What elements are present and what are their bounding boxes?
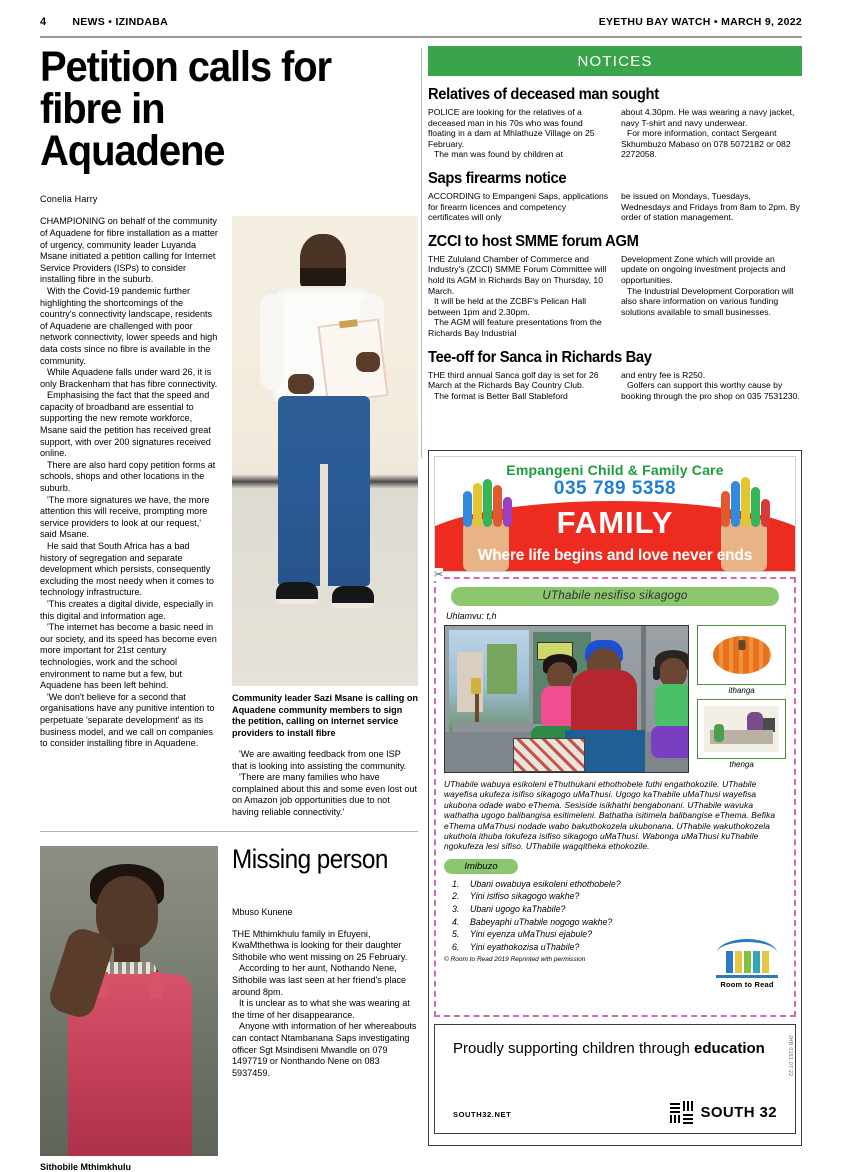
missing-person-text-column [232, 843, 418, 1172]
article-headline: Petition calls for fibre in Aquadene [40, 43, 332, 176]
notice-title: Tee-off for Sanca in Richards Bay [428, 348, 652, 366]
article-paragraph: 'The more signatures we have, the more attention this will receive, prompting more service providers to look at our request,' said Msane. [40, 494, 210, 540]
boy-legs [651, 726, 689, 758]
ad-banner-child-family-care [434, 456, 796, 572]
article-paragraph: 'We don't believe for a second that organisations have any punitive intention to perpetuate 'separate development' as its business model, and we call on companies to consider installing fibre in Aquadene. [40, 691, 215, 749]
girl-strap-right [150, 972, 162, 998]
pumpkin-icon [713, 636, 771, 674]
south32-sponsor-block [434, 1024, 796, 1134]
book [735, 951, 742, 973]
mark-bar [691, 1101, 693, 1111]
notice-paragraph: THE third annual Sanca golf day is set for 26 March at the Richards Bay Country Club. [428, 369, 599, 391]
missing-person-title: Missing person [232, 843, 388, 874]
notice-column-right [621, 254, 802, 339]
tree [487, 644, 517, 694]
notice-paragraph: The Industrial Development Corporation will also share information on various funding solutions available to small businesses. [621, 285, 794, 317]
south32-wordmark: SOUTH 32 [700, 1103, 777, 1121]
book [762, 951, 769, 973]
question-number: 4. [452, 916, 460, 927]
shop-scene [704, 706, 779, 752]
room-to-read-logo [710, 939, 784, 989]
notice-paragraph: about 4.30pm. He was wearing a navy jacket, navy T-shirt and navy underwear. [621, 107, 795, 128]
notice-paragraph: and entry fee is R250. [621, 369, 706, 380]
section-label: NEWS • IZINDABA [72, 16, 169, 28]
logo-text: Room to Read [720, 980, 774, 989]
book [726, 951, 733, 973]
mark-bar [674, 1115, 676, 1123]
question-number: 5. [452, 929, 460, 940]
figure-left-arm [260, 294, 284, 390]
notice-columns [428, 107, 802, 160]
train-window [449, 630, 529, 734]
question-text: Ubani owabuya esikoleni ethothobele? [470, 878, 621, 889]
masthead-divider [40, 36, 802, 38]
ad-phone-number: 035 789 5358 [553, 478, 677, 499]
article-paragraph: 'This creates a digital divide, especially in this digital and information age. [40, 598, 214, 621]
mark-bar [670, 1111, 680, 1113]
notice-column-left [428, 191, 609, 223]
vocab-label: thenga [729, 760, 754, 769]
missing-paragraph: It is unclear as to what she was wearing at the time of her disappearance. [232, 998, 410, 1020]
mark-bar [670, 1115, 672, 1123]
notice-paragraph: Golfers can support this worthy cause by booking through the pro shop on 035 7531230. [621, 380, 800, 401]
column-divider [421, 48, 422, 458]
question-text: Yini eyenza uMaThusi ejabule? [470, 929, 593, 940]
shop-customer [714, 724, 724, 742]
right-column [428, 46, 802, 1146]
lesson-main-illustration [444, 625, 689, 773]
figure-right-hand [356, 352, 380, 372]
photo-caption: Community leader Sazi Msane is calling on Aquadene community members to sign the petition, calling on internet service providers to install fibre [232, 693, 418, 738]
notice-paragraph: Development Zone which will provide an update on ongoing investment projects and opportunities. [621, 253, 786, 285]
vocab-card-pumpkin [697, 625, 786, 695]
question-text: Yini eyathokozisa uThabile? [470, 941, 580, 952]
missing-person-body [232, 929, 418, 1080]
notice-paragraph: THE Zululand Chamber of Commerce and Industry's (ZCCI) SMME Forum Committee will hold its AGM in Richards Bay on Thursday, 10 March. [428, 253, 607, 296]
missing-person-section [40, 843, 418, 1172]
sponsor-side-code: JHB 0151 07 22 [787, 1035, 793, 1077]
notices-banner: NOTICES [428, 46, 802, 76]
notice-paragraph: For more information, contact Sergeant Skhumbuzo Mabaso on 078 5072182 or 082 2272058. [621, 128, 791, 160]
mark-bar [687, 1101, 689, 1111]
south32-logo [670, 1101, 777, 1123]
question-text: Yini isifiso sikagogo wakhe? [470, 891, 580, 902]
scissors-icon: ✂ [434, 569, 444, 581]
article-body-continued [232, 749, 418, 819]
mark-bar [683, 1101, 685, 1111]
mark-bar [683, 1114, 693, 1116]
figure-leg-gap [320, 464, 328, 586]
notice-column-left [428, 254, 609, 339]
notice-columns [428, 254, 802, 339]
notice-column-right [621, 191, 802, 223]
article-paragraph: With the Covid-19 pandemic further highlighting the shortcomings of the country's connectivity landscape, residents of Aquadene are challenged with poor network connectivity, lower speeds and high data costs since no fibre is available in the community. [40, 285, 218, 366]
notice-columns [428, 370, 802, 402]
article-body [40, 216, 218, 749]
sponsor-message [453, 1039, 777, 1058]
missing-paragraph: According to her aunt, Nothando Nene, Sithobile was last seen at her friend's place around 8pm. [232, 963, 407, 997]
notice-columns [428, 191, 802, 223]
mark-bar [670, 1107, 680, 1109]
ad-org-name: Empangeni Child & Family Care [506, 462, 724, 478]
notice-column-right [621, 370, 802, 402]
notice-paragraph: The man was found by children at [434, 149, 563, 160]
figure-right-shoe [332, 586, 374, 608]
question-text: Babeyaphi uThabile nogogo wakhe? [470, 916, 613, 927]
question-number: 6. [452, 941, 460, 952]
clipboard-clip [339, 320, 358, 329]
sponsor-message-bold: education [693, 1040, 765, 1057]
notice-paragraph: The format is Better Ball Stableford [434, 390, 568, 401]
mark-bar [670, 1103, 680, 1105]
boy-phone [653, 666, 660, 680]
checked-bag [513, 738, 585, 772]
notice-item [428, 233, 802, 339]
missing-person-photo-column [40, 846, 218, 1172]
notice-title: ZCCI to host SMME forum AGM [428, 232, 639, 250]
question-item [452, 890, 786, 903]
shop-image [697, 699, 786, 759]
figure-left-hand [288, 374, 314, 394]
sponsor-message-plain: Proudly supporting children through [453, 1040, 694, 1057]
missing-person-byline: Mbuso Kunene [232, 906, 293, 917]
left-column [40, 43, 418, 1172]
notice-paragraph: ACCORDING to Empangeni Saps, applications for firearm licences and competency certificates will only [428, 190, 609, 223]
vocab-card-shop [697, 699, 786, 769]
question-number: 3. [452, 904, 460, 915]
question-item [452, 916, 786, 929]
notice-title: Relatives of deceased man sought [428, 86, 659, 103]
article-paragraph: While Aquadene falls under ward 26, it is only Brackenham that has fibre connectivity. [40, 367, 218, 389]
notice-column-left [428, 107, 609, 160]
article-paragraph: 'We are awaiting feedback from one ISP that is looking into assisting the community. [232, 749, 407, 771]
notice-column-left [428, 370, 609, 402]
lesson-illustrations [444, 625, 786, 773]
logo-base [716, 975, 778, 978]
vocab-label: ithanga [728, 686, 755, 695]
question-item [452, 878, 786, 891]
article-paragraph: Emphasising the fact that the speed and capacity of broadband are essential to supporting the new remote workforce, Msane said the petition has received great support, with over 200 signatures received online. [40, 390, 211, 459]
article-text-column [40, 216, 218, 818]
notice-item [428, 86, 802, 160]
notice-paragraph: POLICE are looking for the relatives of a deceased man in his 70s who was found floating in a dam at Mhlathuze Village on 25 February. [428, 107, 595, 149]
notice-item [428, 170, 802, 223]
question-number: 2. [452, 891, 460, 902]
question-text: Ubani ugogo kaThabile? [470, 904, 566, 915]
lesson-credit: © Room to Read 2019 Reprinted with permission [444, 956, 586, 964]
publication-label: EYETHU BAY WATCH • MARCH 9, 2022 [598, 16, 802, 28]
ad-family-word: FAMILY [556, 505, 674, 540]
article-paragraph: There are also hard copy petition forms at schools, shops and other locations in the suburb. [40, 459, 216, 494]
question-item [452, 903, 786, 916]
article-photo [232, 216, 418, 686]
masthead-left [40, 16, 168, 28]
question-number: 1. [452, 878, 460, 889]
masthead [40, 16, 802, 42]
book [753, 951, 760, 973]
ad-tagline: Where life begins and love never ends [477, 547, 753, 564]
south32-mark-icon [670, 1101, 694, 1123]
article-photo-column [232, 216, 418, 818]
notice-paragraph: The AGM will feature presentations from the Richards Bay Industrial [428, 317, 602, 338]
article-columns [40, 216, 418, 818]
questions-heading: Imibuzo [444, 859, 518, 874]
mark-bar [683, 1118, 693, 1120]
notice-column-right [621, 107, 802, 160]
notice-title: Saps firearms notice [428, 169, 567, 187]
missing-paragraph: THE Mthimkhulu family in Efuyeni, KwaMthethwa is looking for their daughter Sithobile who went missing on 25 February. [232, 928, 408, 962]
article-byline: Conelia Harry [40, 194, 98, 205]
article-paragraph: CHAMPIONING on behalf of the community of Aquadene for fibre installation as a matter of urgency, community leader Luyanda Msane initiated a petition calling for Internet Service Providers (ISPs) to consider installing fibre in the suburb. [40, 216, 218, 285]
pumpkin-stem [738, 640, 745, 650]
pumpkin-image [697, 625, 786, 685]
photo-subject-figure [260, 234, 386, 664]
missing-paragraph: Anyone with information of her whereabouts can contact Ntambanana Saps investigating officer Sgt Msindiseni Mwandle on 079 1497719 or Nonthando Nene on 083 5937459. [232, 1021, 417, 1078]
article-paragraph: He said that South Africa has a bad history of segregation and separate development which persists, consequently excluding the most needy when it comes to technology infrastructure. [40, 541, 214, 598]
lesson-title: UThabile nesifiso sikagogo [451, 587, 779, 606]
mark-bar [683, 1122, 693, 1124]
article-paragraph: 'The internet has become a basic need in our society, and its speed has become even more important for 21st century technologies, work and the school environment to name but a few, but Aquadene has been left behind. [40, 622, 217, 691]
lesson-letter-line: Uhlamvu: t,h [446, 611, 497, 621]
section-divider [40, 831, 418, 832]
notice-item [428, 349, 802, 402]
missing-person-photo-caption: Sithobile Mthimkhulu [40, 1161, 131, 1172]
article-paragraph: 'There are many families who have complained about this and some even lost out on Amazon job opportunities due to not having reliable connectivity.' [232, 772, 418, 817]
notice-paragraph: It will be held at the ZCBF's Pelican Hall between 1pm and 2.30pm. [428, 296, 587, 317]
boy-body [655, 684, 689, 730]
missing-person-photo [40, 846, 218, 1156]
lesson-story-text: UThabile wabuya esikoleni eThuthukani ethothobele futhi engathokozile. UThabile wayefisa ukufeza isifiso sikagogo uMaThusi. Ugogo kaThabile uMaThusi wayefisa ukubona odade wabo eThema. Sesiside isikhathi bengabonani. UThabile wavuka wathatha ugogo balibangisa esitimeleni. Bathatha isitimela balibangise eThema. Befika eThema uMaThusi nodade wabo bakuthokozela ukubonana. UThabile wakuthokozela ukuthola ithuba lokufeza isifiso sikagogo uMaThusi. Wabonga uMaThusi kuThabile ngokufeza lesi sifiso. UThabile wagqitheka ethokozile. [444, 779, 776, 852]
lesson-vocab-cards [697, 625, 786, 773]
advertisement-box [428, 450, 802, 1146]
notice-paragraph: be issued on Mondays, Tuesdays, Wednesdays and Fridays from 8am to 2pm. By order of station management. [621, 190, 800, 223]
logo-books [710, 951, 784, 973]
page-number: 4 [40, 16, 47, 28]
sponsor-website: SOUTH32.NET [453, 1110, 512, 1119]
figure-left-shoe [276, 582, 318, 604]
mark-bar [678, 1115, 680, 1123]
book [744, 951, 751, 973]
traffic-light [471, 678, 481, 694]
lesson-cutout-box [434, 569, 796, 1017]
